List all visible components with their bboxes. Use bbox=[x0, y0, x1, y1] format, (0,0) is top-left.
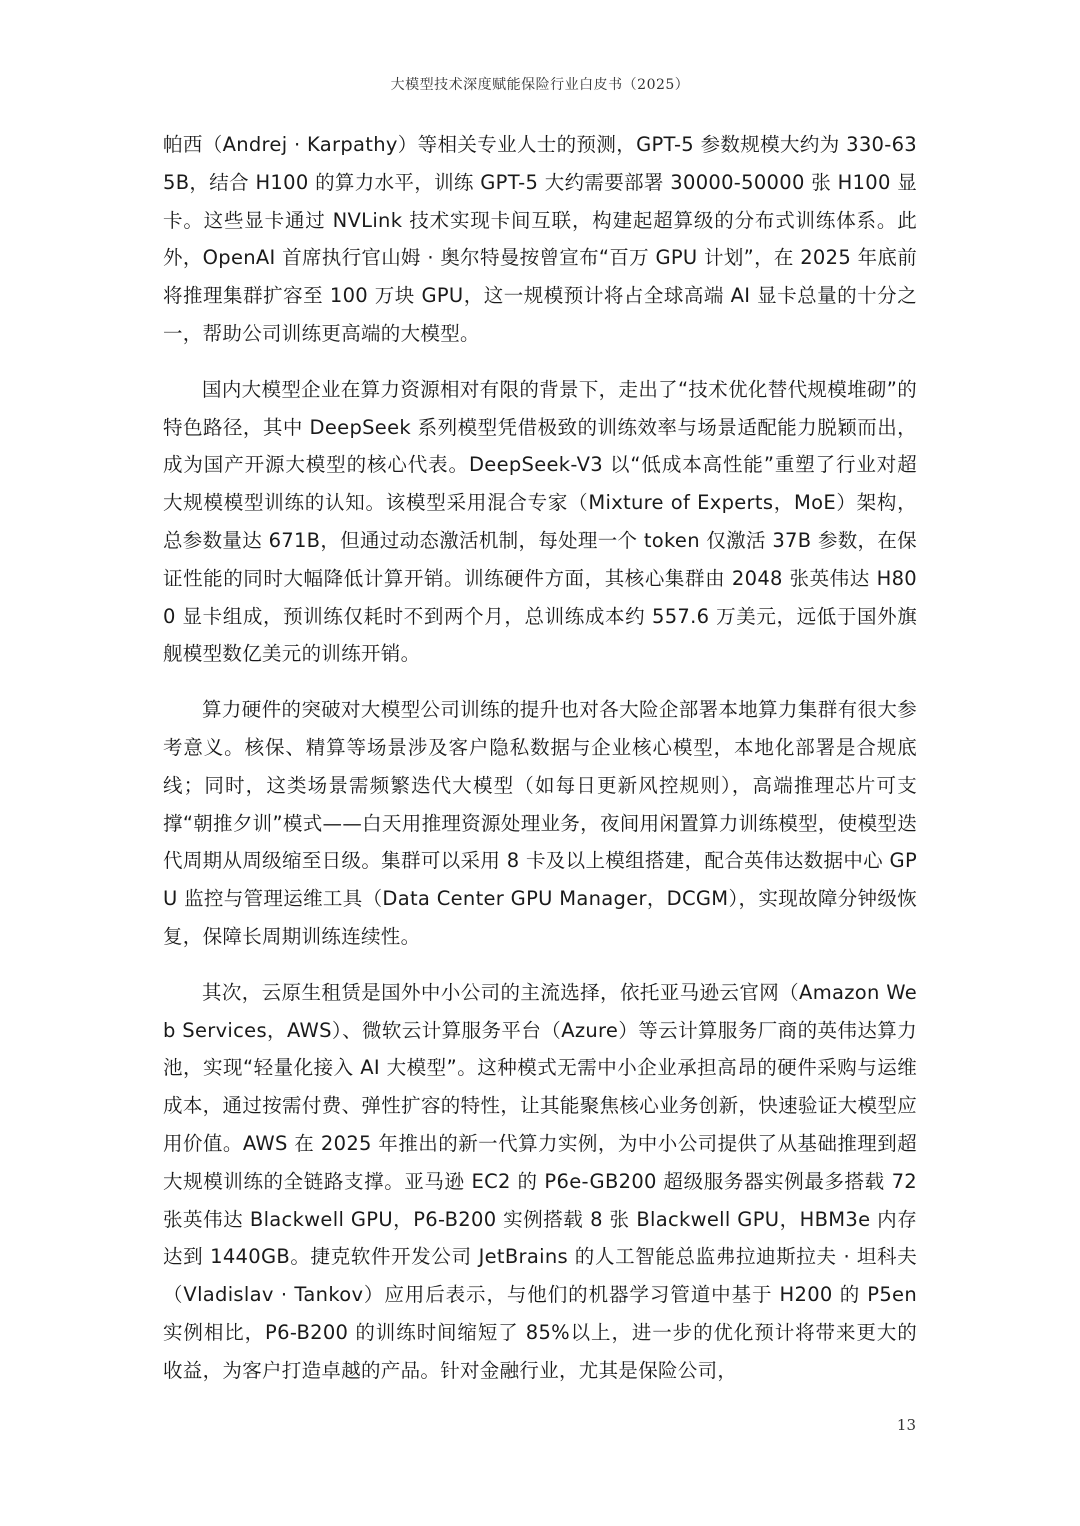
running-header: 大模型技术深度赋能保险行业白皮书（2025） bbox=[390, 77, 690, 93]
page-body bbox=[163, 126, 917, 1408]
paragraph-deepseek: 国内大模型企业在算力资源相对有限的背景下，走出了“技术优化替代规模堆砌”的特色路径，其中 DeepSeek 系列模型凭借极致的训练效率与场景适配能力脱颖而出，成为国产开源大模型的核心代表。DeepSeek-V3 以“低成本高性能”重塑了行业对超大规模模型训练的认知。该模型采用混合专家（Mixture of Experts，MoE）架构，总参数量达 671B，但通过动态激活机制，每处理一个 token 仅激活 37B 参数，在保证性能的同时大幅降低计算开销。训练硬件方面，其核心集群由 2048 张英伟达 H800 显卡组成，预训练仅耗时不到两个月，总训练成本约 557.6 万美元，远低于国外旗舰模型数亿美元的训练开销。 bbox=[163, 377, 917, 666]
page-number: 13 bbox=[896, 1416, 916, 1434]
paragraph-karpathy-gpt5: 帕西（Andrej · Karpathy）等相关专业人士的预测，GPT-5 参数规模大约为 330-635B，结合 H100 的算力水平，训练 GPT-5 大约需要部署 30000-50000 张 H100 显卡。这些显卡通过 NVLink 技术实现卡间互联，构建起超算级的分布式训练体系。此外，OpenAI 首席执行官山姆 · 奥尔特曼按曾宣布“百万 GPU 计划”，在 2025 年底前将推理集群扩容至 100 万块 GPU，这一规模预计将占全球高端 AI 显卡总量的十分之一，帮助公司训练更高端的大模型。 bbox=[163, 133, 917, 345]
paragraph-cloud-rental: 其次，云原生租赁是国外中小公司的主流选择，依托亚马逊云官网（Amazon Web Services，AWS）、微软云计算服务平台（Azure）等云计算服务厂商的英伟达算力池，实现“轻量化接入 AI 大模型”。这种模式无需中小企业承担高昂的硬件采购与运维成本，通过按需付费、弹性扩容的特性，让其能聚焦核心业务创新，快速验证大模型应用价值。AWS 在 2025 年推出的新一代算力实例，为中小公司提供了从基础推理到超大规模训练的全链路支撑。亚马逊 EC2 的 P6e-GB200 超级服务器实例最多搭载 72 张英伟达 Blackwell GPU，P6-B200 实例搭载 8 张 Blackwell GPU，HBM3e 内存达到 1440GB。捷克软件开发公司 JetBrains 的人工智能总监弗拉迪斯拉夫 · 坦科夫（Vladislav · Tankov）应用后表示，与他们的机器学习管道中基于 H200 的 P5en 实例相比，P6-B200 的训练时间缩短了 85%以上，进一步的优化预计将带来更大的收益，为客户打造卓越的产品。针对金融行业，尤其是保险公司， bbox=[163, 980, 917, 1382]
paragraph-local-cluster: 算力硬件的突破对大模型公司训练的提升也对各大险企部署本地算力集群有很大参考意义。核保、精算等场景涉及客户隐私数据与企业核心模型，本地化部署是合规底线；同时，这类场景需频繁迭代大模型（如每日更新风控规则），高端推理芯片可支撑“朝推夕训”模式——白天用推理资源处理业务，夜间用闲置算力训练模型，使模型迭代周期从周级缩至日级。集群可以采用 8 卡及以上模组搭建，配合英伟达数据中心 GPU 监控与管理运维工具（Data Center GPU Manager，DCGM），实现故障分钟级恢复，保障长周期训练连续性。 bbox=[163, 698, 917, 948]
